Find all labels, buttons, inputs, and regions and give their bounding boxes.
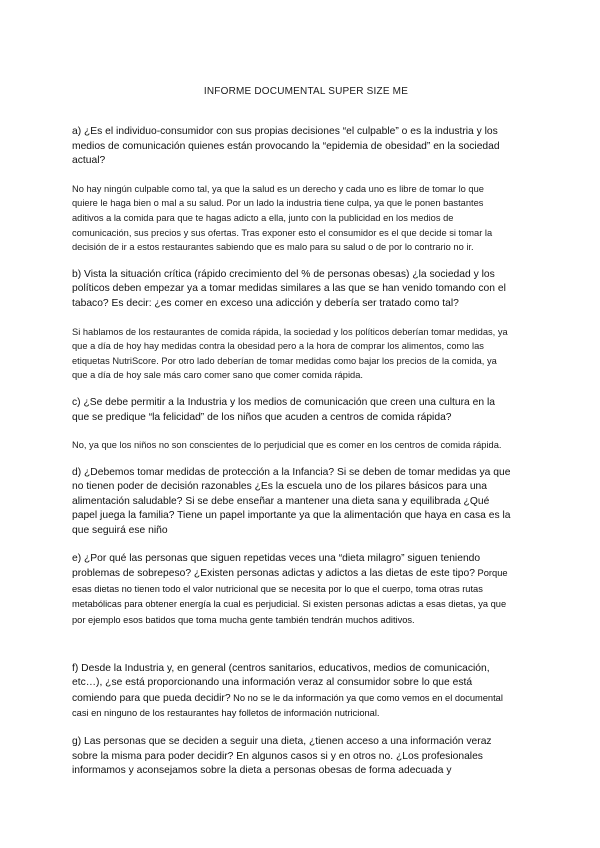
section-c bbox=[72, 396, 512, 453]
question-e-text: e) ¿Por qué las personas que siguen repetidas veces una “dieta milagro” siguen teniendo problemas de sobrepeso? ¿Existen personas adictas y adictos a las dietas de este tipo? bbox=[72, 552, 481, 580]
section-d bbox=[72, 466, 512, 539]
answer-b: Si hablamos de los restaurantes de comida rápida, la sociedad y los políticos deberían tomar medidas, ya que a día de hoy hay medidas contra la obesidad pero a la hora de comprar los alimentos, como las etiquetas NutriScore. Por otro lado deberían de tomar medidas como bajar los precios de la comida, ya que a día de hoy sale más caro comer sano que comer comida rápida. bbox=[72, 326, 508, 381]
answer-f: No no se le da información ya que como vemos en el documental casi en ninguno de los restaurantes hay folletos de información nutricional. bbox=[72, 692, 503, 719]
question-f bbox=[72, 662, 512, 722]
question-g-text: g) Las personas que se deciden a seguir una dieta, ¿tienen acceso a una información veraz sobre la misma para poder decidir? bbox=[72, 736, 492, 762]
document-body bbox=[72, 125, 512, 779]
question-d: d) ¿Debemos tomar medidas de protección a la Infancia? Si se deben de tomar medidas ya que no tienen poder de decisión razonables ¿Es la escuela uno de los pilares básicos para una alimentación saludable? Si se debe enseñar a mantener una dieta sana y equilibrada ¿Qué papel juega la familia? Tiene un papel importante ya que la alimentación que haya en casa es la que seguirá ese niño bbox=[72, 466, 511, 537]
question-f-text: f) Desde la Industria y, en general (centros sanitarios, educativos, medios de comunicación, etc…), ¿se está proporcionando una información veraz al consumidor sobre lo que está comiendo para que pueda decidir? bbox=[72, 662, 490, 704]
question-c: c) ¿Se debe permitir a la Industria y los medios de comunicación que creen una cultura en la que se predique “la felicidad” de los niños que acuden a centros de comida rápida? bbox=[72, 396, 495, 423]
section-f bbox=[72, 662, 512, 722]
section-g bbox=[72, 735, 512, 779]
answer-g: En algunos casos si y en otros no. ¿Los profesionales informamos y aconsejamos sobre la dieta a personas obesas de forma adecuada y bbox=[72, 750, 483, 777]
section-a bbox=[72, 125, 512, 255]
answer-a: No hay ningún culpable como tal, ya que la salud es un derecho y cada uno es libre de tomar lo que quiere le haga bien o mal a su salud. Por un lado la industria tiene culpa, ya que le ponen bastantes aditivos a la comida para que te hagas adicto a ella, junto con la publicidad en los medios de comunicación, sus precios y sus ofertas. Tras exponer esto el consumidor es el que decide si tomar la decisión de ir a estos restaurantes sabiendo que es malo para su salud o de por lo contrario no ir. bbox=[72, 183, 493, 253]
section-b bbox=[72, 268, 512, 383]
question-e bbox=[72, 552, 512, 629]
section-e bbox=[72, 552, 512, 629]
question-a: a) ¿Es el individuo-consumidor con sus propias decisiones “el culpable” o es la industria y los medios de comunicación quienes están provocando la “epidemia de obesidad” en la sociedad actual? bbox=[72, 126, 500, 167]
document-title: INFORME DOCUMENTAL SUPER SIZE ME bbox=[203, 86, 409, 97]
question-g bbox=[72, 735, 512, 779]
question-b: b) Vista la situación crítica (rápido crecimiento del % de personas obesas) ¿la sociedad y los políticos deben empezar ya a tomar medidas similares a las que se han venido tomando con el tabaco? Es decir: ¿es comer en exceso una adicción y debería ser tratado como tal? bbox=[72, 268, 506, 309]
answer-e: Porque esas dietas no tienen todo el valor nutricional que se necesita por lo que el cuerpo, toma otras rutas metabólicas para obtener energía la cual es perjudicial. Si existen personas adictas a esas dietas, ya que por ejemplo esos batidos que toma mucha gente también tendrán muchos aditivos. bbox=[72, 568, 508, 626]
answer-c: No, ya que los niños no son conscientes de lo perjudicial que es comer en los centros de comida rápida. bbox=[72, 440, 502, 451]
